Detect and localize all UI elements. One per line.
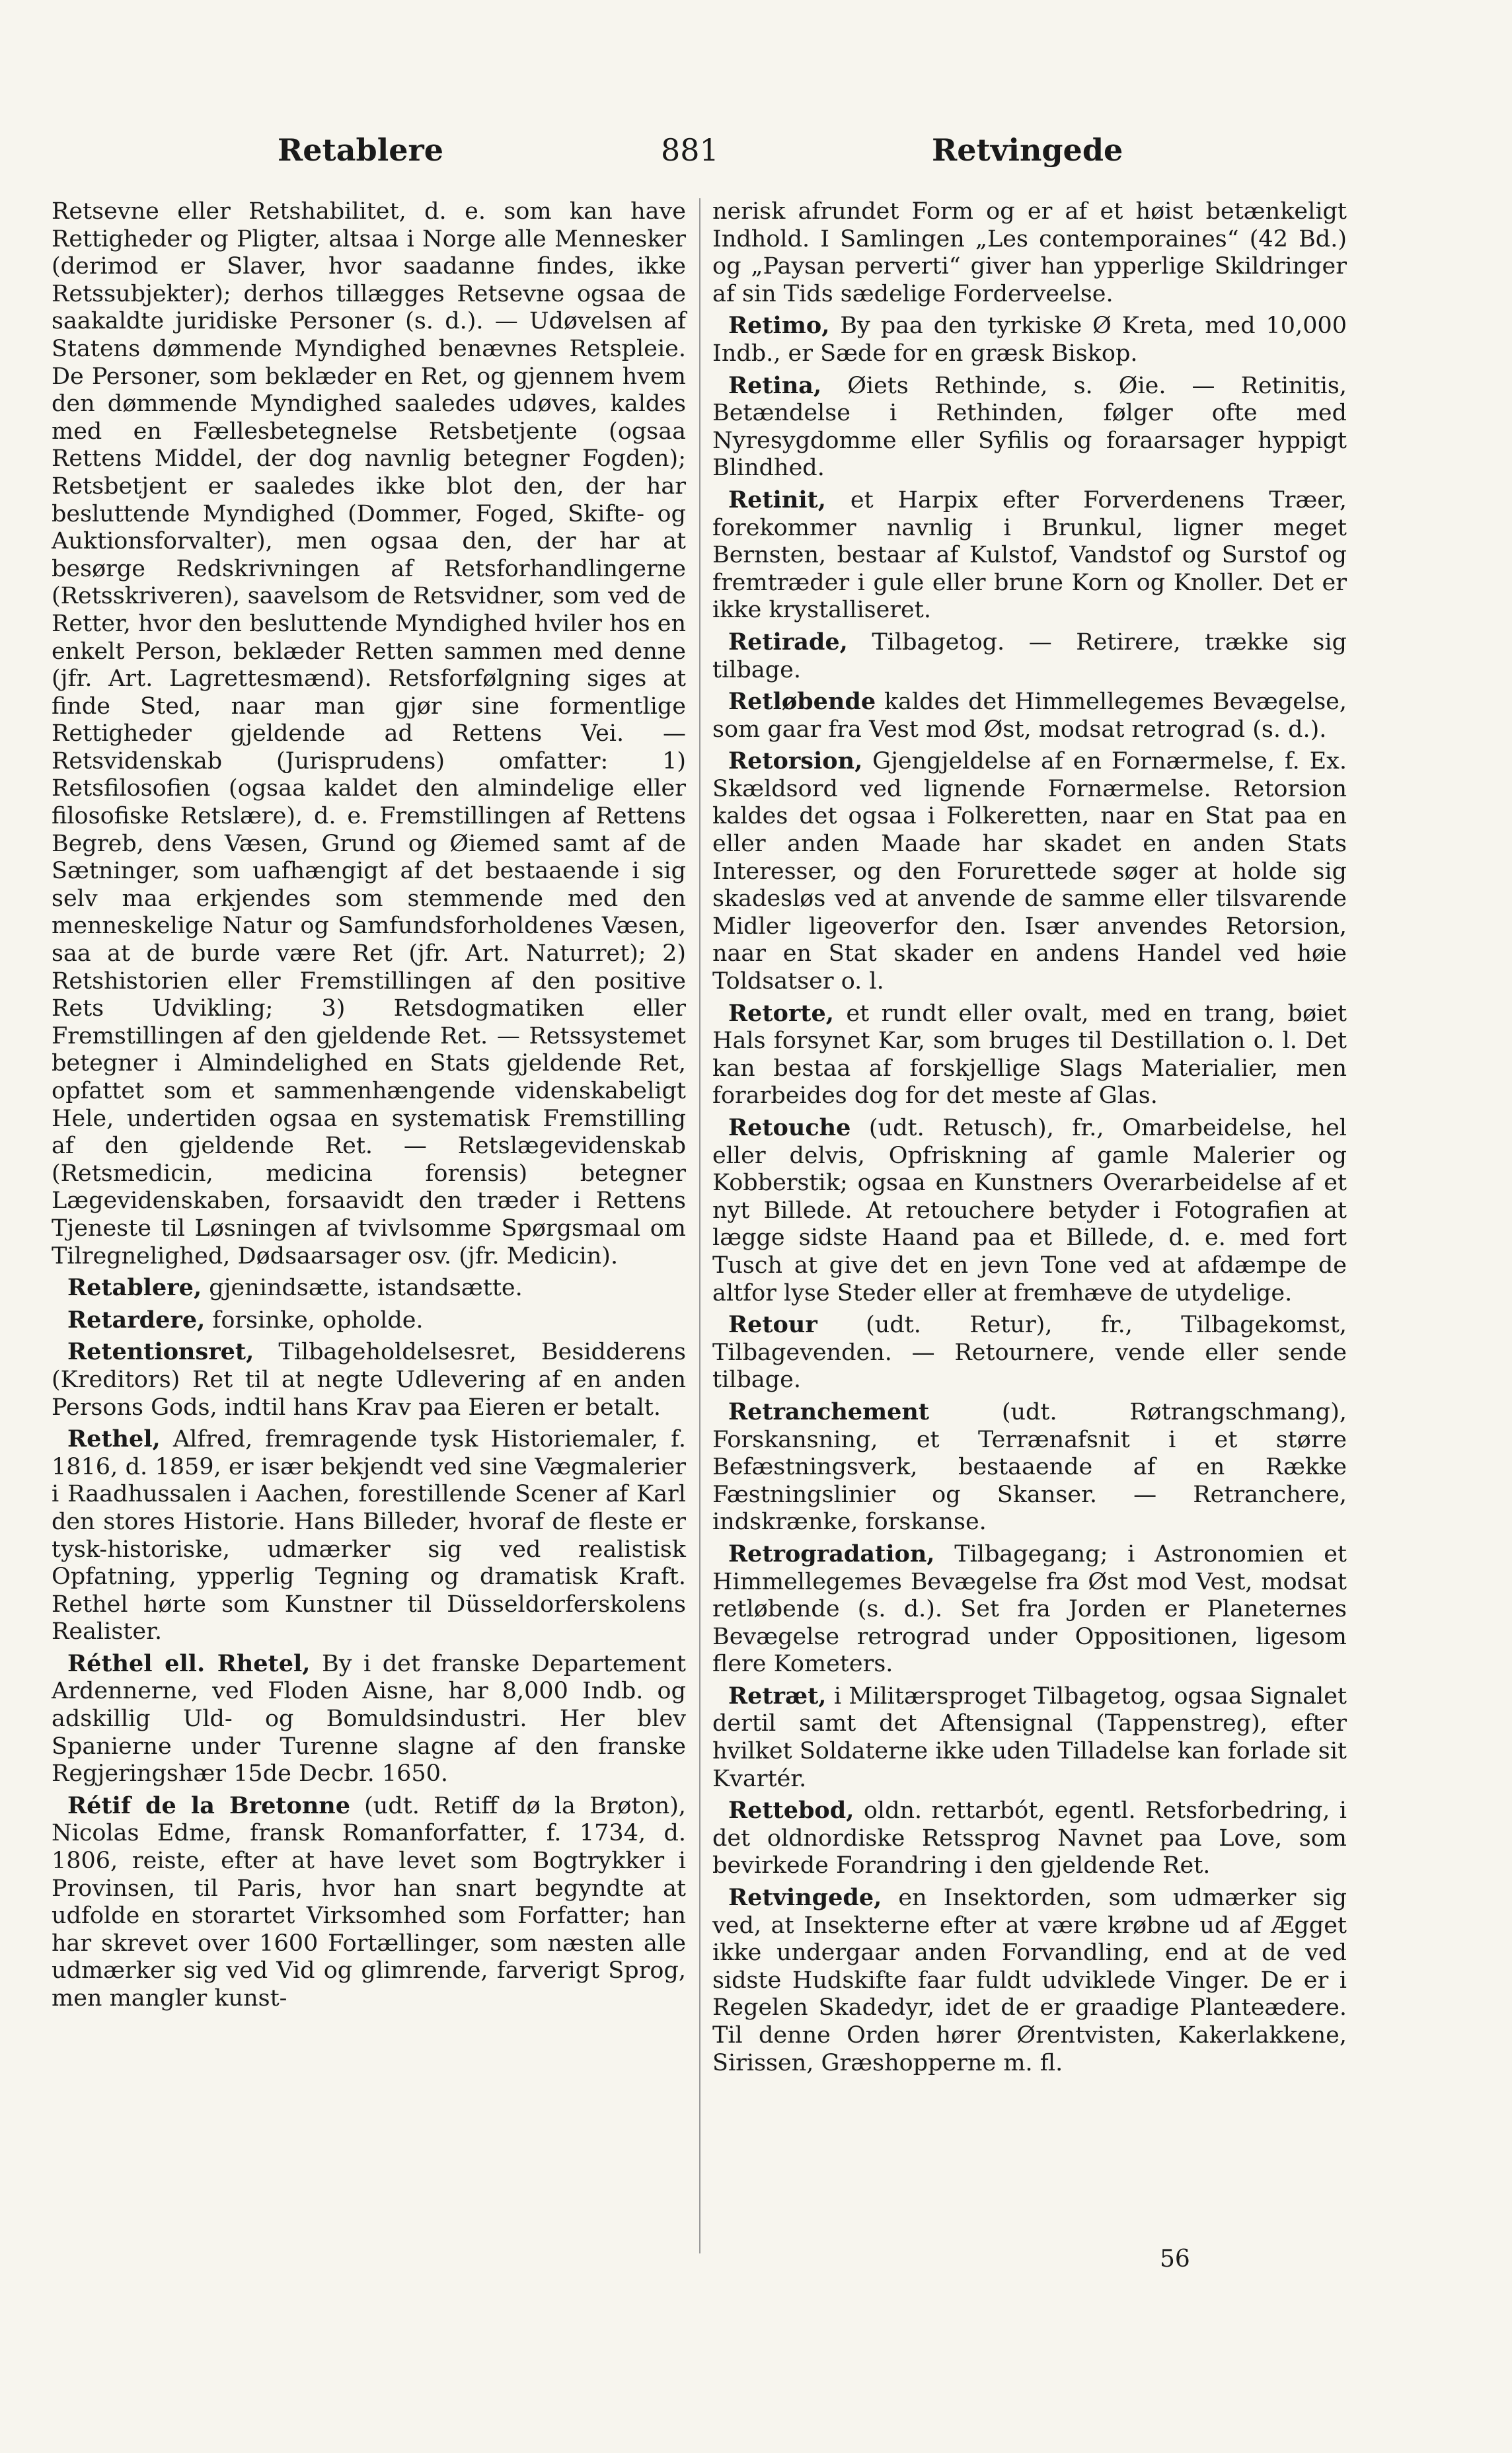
entry-retentionsret: Retentionsret, Tilbageholdelsesret, Besidderens (Kreditors) Ret til at negte Udlevering af en anden Persons Gods, indtil hans Krav paa Eieren er betalt. xyxy=(52,1338,686,1421)
entry-rettebod: Rettebod, oldn. rettarbót, egentl. Retsforbedring, i det oldnordiske Retssprog Navnet paa Love, som bevirkede Forandring i den gjeldende Ret. xyxy=(712,1797,1347,1879)
entry-retlobende: Retløbende kaldes det Himmellegemes Bevægelse, som gaar fra Vest mod Øst, modsat retrograd (s. d.). xyxy=(712,688,1347,743)
entry-retour: Retour (udt. Retur), fr., Tilbagekomst, Tilbagevenden. — Retournere, vende eller sende tilbage. xyxy=(712,1311,1347,1394)
entry-retranchement: Retranchement (udt. Røtrangschmang), Forskansning, et Terrænafsnit i et større Befæstningsverk, bestaaende af en Række Fæstningslinier og Skanser. — Retranchere, indskrænke, forskanse. xyxy=(712,1398,1347,1536)
entry-retardere: Retardere, forsinke, opholde. xyxy=(67,1306,424,1334)
right-column xyxy=(712,198,1347,2081)
entry-retrogradation: Retrogradation, Tilbagegang; i Astronomien et Himmellegemes Bevægelse fra Øst mod Vest, modsat retløbende (s. d.). Set fra Jorden er Planeternes Bevægelse retrograd under Oppositionen, ligesom flere Kometers. xyxy=(712,1540,1347,1678)
entry-retif-de-la-bretonne: Rétif de la Bretonne (udt. Retiff dø la Brøton), Nicolas Edme, fransk Romanforfatter, f. 1734, d. 1806, reiste, efter at have levet som Bogtrykker i Provinsen, til Paris, hvor han snart begyndte at udfolde en storartet Virksomhed som Forfatter; han har skrevet over 1600 Fortællinger, som næsten alle udmærker sig ved Vid og glimrende, farverigt Sprog, men mangler kunst- xyxy=(52,1792,686,2012)
entry-rethel: Rethel, Alfred, fremragende tysk Historiemaler, f. 1816, d. 1859, er især bekjendt ved sine Vægmalerier i Raadhussalen i Aachen, forestillende Scener af Karl den stores Historie. Hans Billeder, hvoraf de fleste er tysk-historiske, udmærker sig ved realistisk Opfatning, ypperlig Tegning og dramatisk Kraft. Rethel hørte som Kunstner til Düsseldorferskolens Realister. xyxy=(52,1425,686,1645)
signature-mark: 56 xyxy=(1160,2245,1190,2273)
entry-continuation: Retsevne eller Retshabilitet, d. e. som kan have Rettigheder og Pligter, altsaa i Norge alle Mennesker (derimod er Slaver, hvor saadanne findes, ikke Retssubjekter); derhos tillægges Retsevne ogsaa de saakaldte juridiske Personer (s. d.). — Udøvelsen af Statens dømmende Myndighed benævnes Retspleie. De Personer, som beklæder en Ret, og gjennem hvem den dømmende Myndighed saaledes udøves, kaldes med en Fællesbetegnelse Retsbetjente (ogsaa Rettens Middel, der dog navnlig betegner Fogden); Retsbetjent er saaledes ikke blot den, der har besluttende Myndighed (Dommer, Foged, Skifte- og Auktionsforvalter), men ogsaa den, der har at besørge Redskrivningen af Retsforhandlingerne (Retsskriveren), saavelsom de Retsvidner, som ved de Retter, hvor den besluttende Myndighed hviler hos en enkelt Person, beklæder Retten sammen med denne (jfr. Art. Lagrettesmænd). Retsforfølgning siges at finde Sted, naar man gjør sine formentlige Rettigheder gjeldende ad Rettens Vei. — Retsvidenskab (Jurisprudens) omfatter: 1) Retsfilosofien (ogsaa kaldet den almindelige eller filosofiske Retslære), d. e. Fremstillingen af Rettens Begreb, dens Væsen, Grund og Øiemed samt af de Sætninger, som uafhængigt af det bestaaende i sig selv maa erkjendes som stemmende med den menneskelige Natur og Samfundsforholdenes Væsen, saa at de burde være Ret (jfr. Art. Naturret); 2) Retshistorien eller Fremstillingen af den positive Rets Udvikling; 3) Retsdogmatiken eller Fremstillingen af den gjeldende Ret. — Retssystemet betegner i Almindelighed en Stats gjeldende Ret, opfattet som et sammenhængende videnskabeligt Hele, undertiden ogsaa en systematisk Fremstilling af den gjeldende Ret. — Retslægevidenskab (Retsmedicin, medicina forensis) betegner Lægevidenskaben, forsaavidt den træder i Rettens Tjeneste til Løsningen af tvivlsomme Spørgsmaal om Tilregnelighed, Dødsaarsager osv. (jfr. Medicin). xyxy=(52,198,686,1269)
entry-retvingede: Retvingede, en Insektorden, som udmærker sig ved, at Insekterne efter at være krøbne ud af Ægget ikke undergaar anden Forvandling, end at de ved sidste Hudskifte faar fuldt udviklede Vinger. De er i Regelen Skadedyr, idet de er graadige Planteædere. Til denne Orden hører Ørentvisten, Kakerlakkene, Sirissen, Græshopperne m. fl. xyxy=(712,1884,1347,2076)
entry-retorsion: Retorsion, Gjengjeldelse af en Fornærmelse, f. Ex. Skældsord ved lignende Fornærmelse. Retorsion kaldes det ogsaa i Folkeretten, naar en Stat paa en eller anden Maade har skadet en anden Stats Interesser, og den Forurettede søger at holde sig skadesløs ved at anvende de samme eller tilsvarende Midler ligeoverfor den. Især anvendes Retorsion, naar en Stat skader en andens Handel ved høie Toldsatser o. l. xyxy=(712,747,1347,995)
page-number: 881 xyxy=(661,132,719,168)
entry-rethel-town: Réthel ell. Rhetel, By i det franske Departement Ardennerne, ved Floden Aisne, har 8,000 Indb. og adskillig Uld- og Bomuldsindustri. Her blev Spanierne under Turenne slagne af den franske Regjeringshær 15de Decbr. 1650. xyxy=(52,1649,686,1788)
right-running-headword: Retvingede xyxy=(932,132,1123,168)
entry-retinit: Retinit, et Harpix efter Forverdenens Træer, forekommer navnlig i Brunkul, ligner meget Bernsten, bestaar af Kulstof, Vandstof og Surstof og fremtræder i gule eller brune Korn og Knoller. Det er ikke krystalliseret. xyxy=(712,486,1347,624)
entry-continuation: nerisk afrundet Form og er af et høist betænkeligt Indhold. I Samlingen „Les contemporaines“ (42 Bd.) og „Paysan perverti“ giver han ypperlige Skildringer af sin Tids sædelige Forderveelse. xyxy=(712,198,1347,307)
entry-retirade: Retirade, Tilbagetog. — Retirere, trække sig tilbage. xyxy=(712,628,1347,683)
left-running-headword: Retablere xyxy=(278,132,443,168)
entry-retouche: Retouche (udt. Retusch), fr., Omarbeidelse, hel eller delvis, Opfriskning af gamle Malerier og Kobberstik; ogsaa en Kunstners Overarbeidelse af et nyt Billede. At retouchere betyder i Fotografien at lægge sidste Haand paa et Billede, d. e. med fort Tusch at give det en jevn Tone ved at afdæmpe de altfor lyse Steder eller at fremhæve de utydelige. xyxy=(712,1114,1347,1306)
entry-retraet: Retræt, i Militærsproget Tilbagetog, ogsaa Signalet dertil samt det Aftensignal (Tappenstreg), efter hvilket Soldaterne ikke uden Tilladelse kan forlade sit Kvartér. xyxy=(712,1682,1347,1792)
page-header xyxy=(0,132,1512,185)
left-column xyxy=(52,198,686,2017)
entry-retorte: Retorte, et rundt eller ovalt, med en trang, bøiet Hals forsynet Kar, som bruges til Destillation o. l. Det kan bestaa af forskjellige Slags Materialier, men forarbeides dog for det meste af Glas. xyxy=(712,999,1347,1110)
column-divider xyxy=(699,198,700,2253)
entry-retina: Retina, Øiets Rethinde, s. Øie. — Retinitis, Betændelse i Rethinden, følger ofte med Nyresygdomme eller Syfilis og foraarsager hyppigt Blindhed. xyxy=(712,371,1347,482)
entry-retablere: Retablere, gjenindsætte, istandsætte. xyxy=(67,1274,523,1302)
entry-retimo: Retimo, By paa den tyrkiske Ø Kreta, med 10,000 Indb., er Sæde for en græsk Biskop. xyxy=(712,312,1347,367)
